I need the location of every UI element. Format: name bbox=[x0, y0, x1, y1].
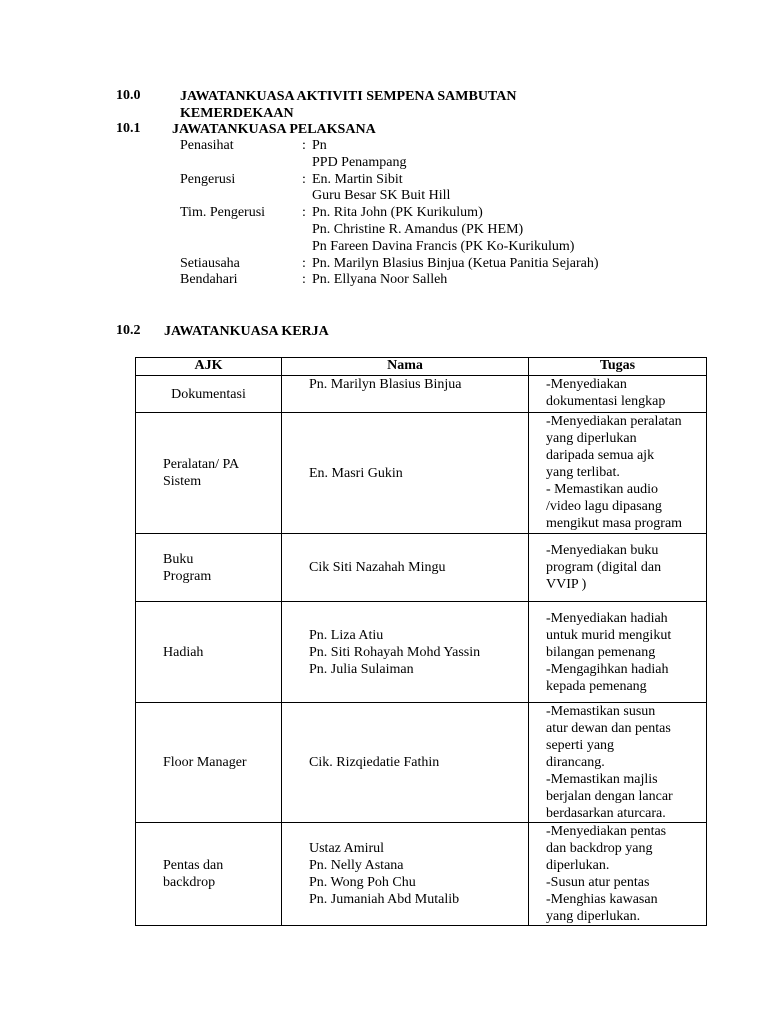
nama-text: Pn. Nelly Astana bbox=[309, 858, 404, 873]
tugas-text: -Susun atur pentas bbox=[546, 875, 650, 890]
tugas-text: - Memastikan audio bbox=[546, 482, 658, 497]
nama-cell bbox=[282, 534, 529, 602]
nama-text: Pn. Liza Atiu bbox=[309, 627, 384, 643]
header-nama: Nama bbox=[282, 358, 529, 376]
tugas-text: -Memastikan susun bbox=[546, 704, 656, 719]
tugas-cell bbox=[529, 823, 707, 926]
nama-cell bbox=[282, 413, 529, 534]
tugas-text: -Menyediakan bbox=[546, 377, 627, 392]
pelaksana-label: Setiausaha bbox=[180, 255, 240, 271]
ajk-text: Program bbox=[163, 568, 212, 584]
jawatankuasa-kerja-table bbox=[135, 357, 707, 926]
section-10-0-number: 10.0 bbox=[116, 88, 141, 103]
tugas-cell bbox=[529, 602, 707, 703]
tugas-text: dokumentasi lengkap bbox=[546, 394, 666, 409]
pelaksana-value: Pn. Ellyana Noor Salleh bbox=[312, 272, 448, 288]
tugas-text: diperlukan. bbox=[546, 858, 610, 873]
pelaksana-row-pengerusi bbox=[180, 172, 599, 206]
tugas-text: dan backdrop yang bbox=[546, 841, 653, 856]
ajk-text: Pentas dan bbox=[163, 858, 224, 873]
nama-cell bbox=[282, 602, 529, 703]
ajk-text: Sistem bbox=[163, 474, 202, 489]
ajk-text: Buku bbox=[163, 551, 194, 567]
nama-text: Pn. Jumaniah Abd Mutalib bbox=[309, 892, 460, 907]
nama-text: Pn. Marilyn Blasius Binjua bbox=[309, 377, 462, 392]
table-header-row bbox=[136, 358, 707, 376]
table-row bbox=[136, 602, 707, 703]
tugas-text: berjalan dengan lancar bbox=[546, 789, 673, 804]
tugas-text: -Menyediakan pentas bbox=[546, 824, 667, 839]
section-10-1-number: 10.1 bbox=[116, 121, 141, 136]
pelaksana-value: Guru Besar SK Buit Hill bbox=[312, 188, 451, 204]
table-row bbox=[136, 376, 707, 413]
pelaksana-row-bendahari bbox=[180, 272, 599, 289]
tugas-text: untuk murid mengikut bbox=[546, 627, 672, 643]
tugas-text: -Memastikan majlis bbox=[546, 772, 658, 787]
ajk-cell bbox=[136, 534, 282, 602]
ajk-text: Hadiah bbox=[163, 644, 204, 660]
pelaksana-value: Pn Fareen Davina Francis (PK Ko-Kurikulum) bbox=[312, 238, 575, 254]
tugas-text: /video lagu dipasang bbox=[546, 499, 662, 514]
ajk-cell bbox=[136, 823, 282, 926]
tugas-text: daripada semua ajk bbox=[546, 448, 655, 463]
tugas-text: yang diperlukan. bbox=[546, 909, 641, 924]
table-row bbox=[136, 413, 707, 534]
pelaksana-list bbox=[180, 138, 599, 289]
nama-text: Pn. Siti Rohayah Mohd Yassin bbox=[309, 644, 481, 660]
pelaksana-value: PPD Penampang bbox=[312, 154, 407, 170]
section-10-0-title-line2: KEMERDEKAAN bbox=[180, 106, 294, 121]
pelaksana-value: Pn. Christine R. Amandus (PK HEM) bbox=[312, 221, 524, 237]
table-row bbox=[136, 703, 707, 823]
tugas-text: kepada pemenang bbox=[546, 678, 647, 694]
section-10-1-title: JAWATANKUASA PELAKSANA bbox=[172, 122, 376, 137]
tugas-text: berdasarkan aturcara. bbox=[546, 806, 666, 821]
tugas-text: program (digital dan bbox=[546, 560, 662, 575]
nama-text: Ustaz Amirul bbox=[309, 841, 385, 856]
pelaksana-colon: : bbox=[302, 272, 306, 288]
tugas-cell bbox=[529, 534, 707, 602]
tugas-text: mengikut masa program bbox=[546, 516, 683, 531]
ajk-text: Peralatan/ PA bbox=[163, 457, 240, 472]
pelaksana-row-penasihat bbox=[180, 138, 599, 172]
header-tugas: Tugas bbox=[529, 358, 707, 376]
section-10-2-title: JAWATANKUASA KERJA bbox=[164, 324, 329, 339]
pelaksana-row-setiausaha bbox=[180, 256, 599, 273]
ajk-cell bbox=[136, 602, 282, 703]
ajk-cell bbox=[136, 413, 282, 534]
tugas-text: seperti yang bbox=[546, 738, 615, 753]
tugas-text: VVIP ) bbox=[546, 577, 587, 592]
tugas-text: -Menyediakan peralatan bbox=[546, 414, 682, 429]
table-row bbox=[136, 823, 707, 926]
pelaksana-colon: : bbox=[302, 138, 306, 153]
nama-text: Pn. Julia Sulaiman bbox=[309, 661, 414, 677]
tugas-text: -Menghias kawasan bbox=[546, 892, 658, 907]
tugas-text: yang terlibat. bbox=[546, 465, 620, 480]
tugas-text: -Mengagihkan hadiah bbox=[546, 661, 669, 677]
pelaksana-label: Pengerusi bbox=[180, 171, 236, 187]
pelaksana-colon: : bbox=[302, 205, 306, 221]
tugas-text: atur dewan dan pentas bbox=[546, 721, 671, 736]
tugas-cell bbox=[529, 703, 707, 823]
pelaksana-value: En. Martin Sibit bbox=[312, 171, 403, 187]
tugas-cell bbox=[529, 376, 707, 413]
pelaksana-value: Pn bbox=[312, 138, 327, 153]
table-row bbox=[136, 534, 707, 602]
ajk-text: Dokumentasi bbox=[171, 386, 246, 402]
ajk-text: backdrop bbox=[163, 875, 216, 890]
nama-cell bbox=[282, 376, 529, 413]
ajk-cell bbox=[136, 703, 282, 823]
pelaksana-row-tim-pengerusi bbox=[180, 205, 599, 255]
ajk-text: Floor Manager bbox=[163, 755, 247, 770]
pelaksana-label: Tim. Pengerusi bbox=[180, 205, 266, 221]
nama-text: Cik Siti Nazahah Mingu bbox=[309, 560, 446, 575]
pelaksana-label: Bendahari bbox=[180, 272, 238, 288]
pelaksana-colon: : bbox=[302, 255, 306, 271]
section-10-0-title-line1: JAWATANKUASA AKTIVITI SEMPENA SAMBUTAN bbox=[180, 89, 517, 104]
ajk-cell bbox=[136, 376, 282, 413]
nama-text: En. Masri Gukin bbox=[309, 465, 403, 481]
nama-text: Pn. Wong Poh Chu bbox=[309, 875, 416, 890]
nama-text: Cik. Rizqiedatie Fathin bbox=[309, 755, 440, 770]
pelaksana-label: Penasihat bbox=[180, 138, 234, 153]
tugas-text: -Menyediakan buku bbox=[546, 543, 659, 558]
section-10-2-number: 10.2 bbox=[116, 323, 141, 338]
nama-cell bbox=[282, 703, 529, 823]
nama-cell bbox=[282, 823, 529, 926]
tugas-text: -Menyediakan hadiah bbox=[546, 610, 668, 626]
section-10-0-title bbox=[180, 88, 516, 122]
tugas-text: yang diperlukan bbox=[546, 431, 637, 446]
tugas-cell bbox=[529, 413, 707, 534]
tugas-text: bilangan pemenang bbox=[546, 644, 656, 660]
header-ajk: AJK bbox=[136, 358, 282, 376]
pelaksana-value: Pn. Rita John (PK Kurikulum) bbox=[312, 205, 483, 221]
pelaksana-value: Pn. Marilyn Blasius Binjua (Ketua Panitia Sejarah) bbox=[312, 255, 599, 271]
tugas-text: dirancang. bbox=[546, 755, 605, 770]
pelaksana-colon: : bbox=[302, 171, 306, 187]
